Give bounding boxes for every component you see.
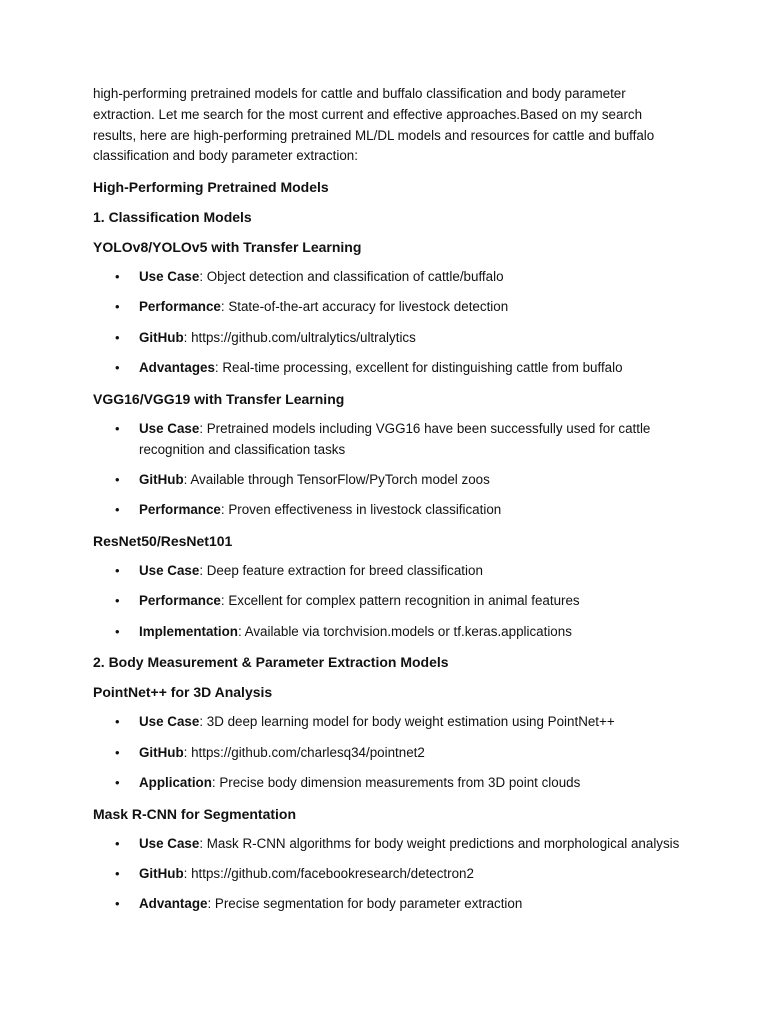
bullet-icon: • [115, 835, 120, 851]
list-item [93, 864, 683, 885]
list-item [93, 470, 683, 491]
list-item [93, 419, 683, 461]
section-heading: VGG16/VGG19 with Transfer Learning [93, 390, 345, 407]
bullet-icon: • [115, 329, 120, 345]
list-item [93, 622, 683, 643]
list-item [93, 712, 683, 733]
list-item-term: GitHub [139, 471, 184, 487]
list-item-term: Use Case [139, 714, 200, 730]
list-item-term: Use Case [139, 563, 200, 579]
list-item-text: : Deep feature extraction for breed classification [199, 563, 483, 579]
bullet-icon: • [115, 420, 120, 436]
list-item-text: : Precise segmentation for body parameter extraction [207, 896, 523, 912]
list-item-term: Performance [139, 502, 221, 518]
bullet-list [93, 419, 683, 521]
intro-paragraph: high-performing pretrained models for cattle and buffalo classification and body parameter extraction. Let me search for the most current and effective approaches.Based on my search results, here are high-performing pretrained ML/DL models and resources for cattle and buffalo classification and body parameter extraction: [93, 86, 655, 164]
bullet-icon: • [115, 360, 120, 376]
section-heading: PointNet++ for 3D Analysis [93, 684, 273, 701]
section-heading: YOLOv8/YOLOv5 with Transfer Learning [93, 239, 362, 256]
list-item [93, 500, 683, 521]
list-item-term: Advantages [139, 360, 215, 376]
bullet-icon: • [115, 714, 120, 730]
list-item-text: : Available via torchvision.models or tf.keras.applications [237, 623, 572, 639]
list-item-term: Performance [139, 299, 221, 315]
list-item-text: : 3D deep learning model for body weight estimation using PointNet++ [199, 714, 615, 730]
list-item [93, 894, 683, 915]
list-item [93, 773, 683, 794]
list-item-text: : https://github.com/ultralytics/ultralytics [183, 329, 416, 345]
bullet-icon: • [115, 502, 120, 518]
document-body [93, 84, 683, 925]
section-heading: ResNet50/ResNet101 [93, 533, 233, 550]
list-item-text: : Excellent for complex pattern recognition in animal features [220, 593, 580, 609]
list-item [93, 561, 683, 582]
list-item-text: : Real-time processing, excellent for distinguishing cattle from buffalo [214, 360, 623, 376]
list-item [93, 267, 683, 288]
list-item [93, 297, 683, 318]
bullet-icon: • [115, 563, 120, 579]
list-item-term: GitHub [139, 329, 184, 345]
bullet-list [93, 712, 683, 793]
list-item-text: : Pretrained models including VGG16 have been successfully used for cattle recognition and classification tasks [139, 420, 651, 457]
list-item-text: : State-of-the-art accuracy for livestock detection [220, 299, 509, 315]
bullet-icon: • [115, 269, 120, 285]
section-heading: 1. Classification Models [93, 209, 252, 226]
bullet-icon: • [115, 866, 120, 882]
bullet-icon: • [115, 593, 120, 609]
list-item-term: Performance [139, 593, 221, 609]
list-item-term: GitHub [139, 866, 184, 882]
bullet-icon: • [115, 299, 120, 315]
list-item-term: Use Case [139, 835, 200, 851]
list-item-term: Application [139, 775, 212, 791]
list-item [93, 591, 683, 612]
list-item-term: GitHub [139, 744, 184, 760]
bullet-icon: • [115, 623, 120, 639]
bullet-icon: • [115, 775, 120, 791]
section-heading: Mask R-CNN for Segmentation [93, 805, 297, 822]
list-item-text: : Available through TensorFlow/PyTorch model zoos [183, 471, 490, 487]
section-heading: 2. Body Measurement & Parameter Extraction Models [93, 654, 449, 671]
list-item-text: : https://github.com/facebookresearch/detectron2 [183, 866, 474, 882]
bullet-list [93, 834, 683, 915]
list-item-term: Implementation [139, 623, 238, 639]
list-item-text: : Object detection and classification of cattle/buffalo [199, 269, 504, 285]
bullet-list [93, 561, 683, 642]
list-item-text: : Precise body dimension measurements from 3D point clouds [211, 775, 581, 791]
list-item [93, 358, 683, 379]
list-item-text: : https://github.com/charlesq34/pointnet2 [183, 744, 425, 760]
list-item-term: Use Case [139, 420, 200, 436]
bullet-icon: • [115, 471, 120, 487]
list-item-text: : Proven effectiveness in livestock classification [220, 502, 502, 518]
list-item-term: Use Case [139, 269, 200, 285]
list-item [93, 834, 683, 855]
bullet-icon: • [115, 896, 120, 912]
list-item-term: Advantage [139, 896, 208, 912]
section-heading: High-Performing Pretrained Models [93, 179, 329, 196]
bullet-icon: • [115, 744, 120, 760]
list-item [93, 743, 683, 764]
bullet-list [93, 267, 683, 379]
list-item-text: : Mask R-CNN algorithms for body weight predictions and morphological analysis [199, 835, 680, 851]
list-item [93, 328, 683, 349]
